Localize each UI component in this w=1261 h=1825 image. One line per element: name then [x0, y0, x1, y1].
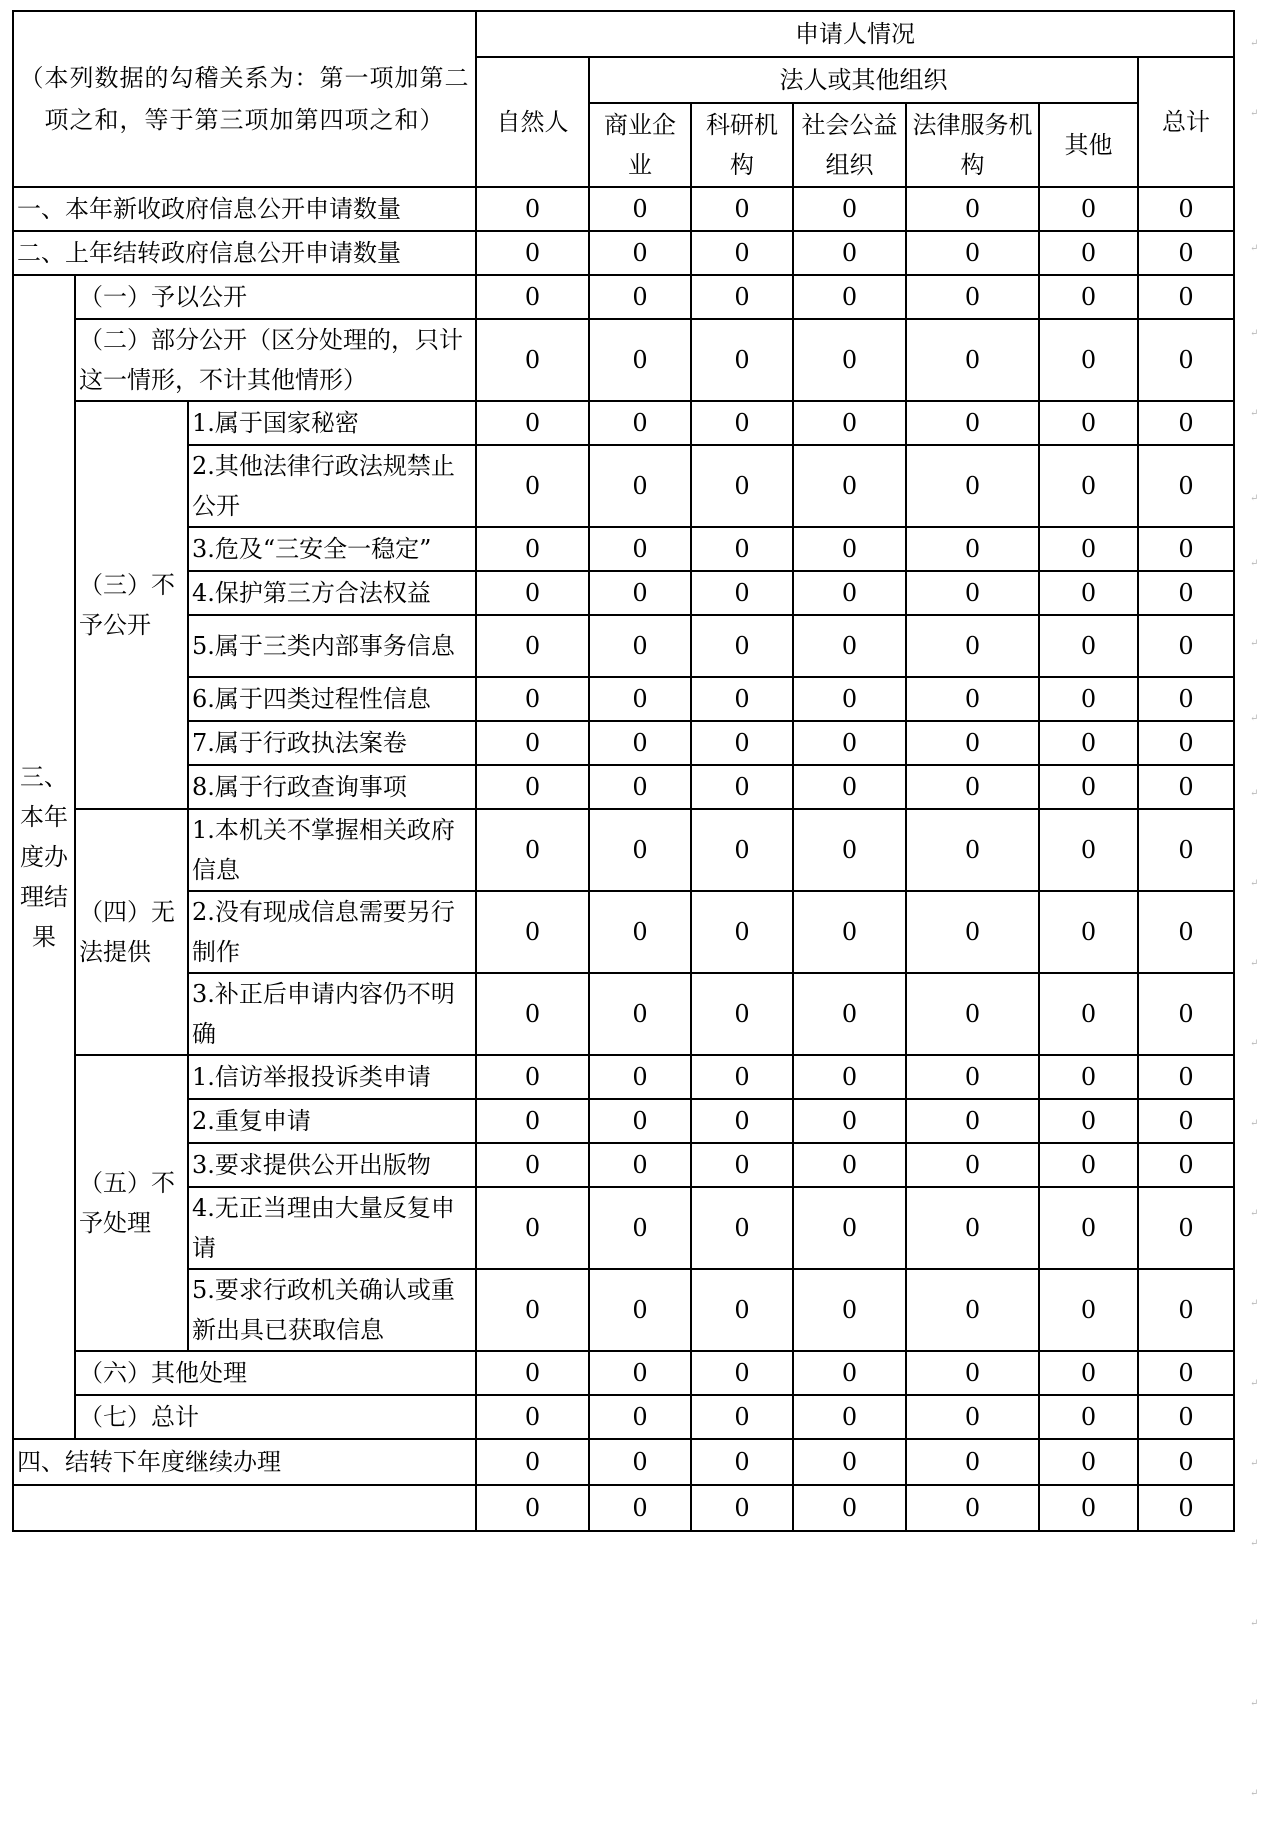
- edge-mark: ↵: [1250, 38, 1259, 49]
- group-label: （三）不予公开: [75, 401, 188, 809]
- value-cell: 0: [589, 1269, 691, 1351]
- value-cell: 0: [793, 1395, 906, 1439]
- value-cell: 0: [691, 527, 793, 571]
- value-cell: 0: [691, 1099, 793, 1143]
- value-cell: 0: [1039, 187, 1138, 231]
- value-cell: 0: [1138, 445, 1234, 527]
- value-cell: 0: [589, 677, 691, 721]
- value-cell: 0: [476, 1351, 589, 1395]
- edge-mark: ↵: [1250, 1118, 1259, 1129]
- value-cell: 0: [793, 1055, 906, 1099]
- row-label: 2.重复申请: [188, 1099, 476, 1143]
- value-cell: 0: [793, 891, 906, 973]
- sub-header: 其他: [1039, 103, 1138, 187]
- value-cell: 0: [589, 1485, 691, 1531]
- table-row: [13, 721, 1234, 765]
- value-cell: 0: [691, 275, 793, 319]
- value-cell: 0: [1039, 809, 1138, 891]
- value-cell: 0: [691, 319, 793, 401]
- value-cell: 0: [1138, 1187, 1234, 1269]
- value-cell: 0: [1138, 1439, 1234, 1485]
- edge-mark: ↵: [1250, 328, 1259, 339]
- edge-mark: ↵: [1250, 1538, 1259, 1549]
- value-cell: 0: [476, 1395, 589, 1439]
- row-label: 2.其他法律行政法规禁止公开: [188, 445, 476, 527]
- value-cell: 0: [589, 187, 691, 231]
- value-cell: 0: [1138, 187, 1234, 231]
- value-cell: 0: [793, 319, 906, 401]
- value-cell: 0: [589, 1187, 691, 1269]
- edge-mark: ↵: [1250, 878, 1259, 889]
- disclosure-table: [12, 10, 1235, 1532]
- table-row: [13, 571, 1234, 615]
- edge-mark: ↵: [1250, 638, 1259, 649]
- value-cell: 0: [476, 1187, 589, 1269]
- applicant-header: 申请人情况: [476, 11, 1234, 57]
- value-cell: 0: [793, 187, 906, 231]
- value-cell: 0: [589, 319, 691, 401]
- value-cell: 0: [476, 445, 589, 527]
- row-label: 4.无正当理由大量反复申请: [188, 1187, 476, 1269]
- row-label: 一、本年新收政府信息公开申请数量: [13, 187, 476, 231]
- page-edge-marks: [1250, 0, 1261, 1825]
- value-cell: 0: [1039, 615, 1138, 677]
- value-cell: 0: [589, 891, 691, 973]
- value-cell: 0: [476, 891, 589, 973]
- value-cell: 0: [906, 615, 1039, 677]
- value-cell: 0: [1039, 1269, 1138, 1351]
- value-cell: 0: [906, 677, 1039, 721]
- row-label: 8.属于行政查询事项: [188, 765, 476, 809]
- value-cell: 0: [906, 1099, 1039, 1143]
- value-cell: 0: [1039, 891, 1138, 973]
- row-label: 5.属于三类内部事务信息: [188, 615, 476, 677]
- value-cell: 0: [691, 1439, 793, 1485]
- value-cell: 0: [476, 319, 589, 401]
- table-row: [13, 809, 1234, 891]
- sub-header: 法律服务机构: [906, 103, 1039, 187]
- row-label: 1.属于国家秘密: [188, 401, 476, 445]
- note-header: （本列数据的勾稽关系为：第一项加第二项之和，等于第三项加第四项之和）: [13, 11, 476, 187]
- value-cell: 0: [476, 571, 589, 615]
- table-row: [13, 401, 1234, 445]
- edge-mark: ↵: [1250, 408, 1259, 419]
- table-row: [13, 1395, 1234, 1439]
- row-label: （七）总计: [75, 1395, 476, 1439]
- value-cell: 0: [589, 721, 691, 765]
- row-label: （六）其他处理: [75, 1351, 476, 1395]
- value-cell: 0: [906, 765, 1039, 809]
- table-row: [13, 1099, 1234, 1143]
- value-cell: 0: [476, 765, 589, 809]
- value-cell: 0: [906, 445, 1039, 527]
- value-cell: 0: [589, 765, 691, 809]
- value-cell: 0: [1039, 1099, 1138, 1143]
- value-cell: 0: [1138, 1099, 1234, 1143]
- value-cell: 0: [691, 809, 793, 891]
- value-cell: 0: [691, 445, 793, 527]
- edge-mark: ↵: [1250, 493, 1259, 504]
- value-cell: 0: [793, 1351, 906, 1395]
- table-row: [13, 187, 1234, 231]
- sub-header: 科研机构: [691, 103, 793, 187]
- table-row: [13, 1055, 1234, 1099]
- value-cell: 0: [906, 275, 1039, 319]
- value-cell: 0: [1138, 319, 1234, 401]
- value-cell: 0: [691, 1143, 793, 1187]
- value-cell: 0: [476, 1485, 589, 1531]
- value-cell: 0: [1039, 319, 1138, 401]
- value-cell: 0: [1039, 973, 1138, 1055]
- value-cell: 0: [691, 571, 793, 615]
- value-cell: 0: [476, 1439, 589, 1485]
- value-cell: 0: [906, 231, 1039, 275]
- value-cell: 0: [691, 1351, 793, 1395]
- value-cell: 0: [589, 1351, 691, 1395]
- value-cell: 0: [793, 1269, 906, 1351]
- value-cell: 0: [1138, 615, 1234, 677]
- value-cell: 0: [691, 1187, 793, 1269]
- value-cell: 0: [793, 721, 906, 765]
- value-cell: 0: [906, 187, 1039, 231]
- value-cell: 0: [793, 1187, 906, 1269]
- value-cell: 0: [793, 973, 906, 1055]
- table-row: [13, 1351, 1234, 1395]
- table-row: [13, 1485, 1234, 1531]
- value-cell: 0: [1138, 401, 1234, 445]
- value-cell: 0: [691, 231, 793, 275]
- value-cell: 0: [1039, 401, 1138, 445]
- edge-mark: ↵: [1250, 1298, 1259, 1309]
- value-cell: 0: [793, 677, 906, 721]
- table-row: [13, 231, 1234, 275]
- value-cell: 0: [1039, 571, 1138, 615]
- value-cell: 0: [906, 973, 1039, 1055]
- value-cell: 0: [589, 527, 691, 571]
- value-cell: 0: [1138, 973, 1234, 1055]
- value-cell: 0: [476, 1099, 589, 1143]
- value-cell: 0: [1039, 765, 1138, 809]
- value-cell: 0: [589, 1395, 691, 1439]
- value-cell: 0: [793, 401, 906, 445]
- table-row: [13, 11, 1234, 57]
- edge-mark: ↵: [1250, 108, 1259, 119]
- value-cell: 0: [1039, 1485, 1138, 1531]
- table-row: [13, 1143, 1234, 1187]
- value-cell: 0: [691, 973, 793, 1055]
- value-cell: 0: [1039, 231, 1138, 275]
- legal-group-header: 法人或其他组织: [589, 57, 1138, 103]
- value-cell: 0: [691, 677, 793, 721]
- row-label: 7.属于行政执法案卷: [188, 721, 476, 765]
- row-label: 3.要求提供公开出版物: [188, 1143, 476, 1187]
- value-cell: 0: [1138, 1055, 1234, 1099]
- sub-header: 社会公益组织: [793, 103, 906, 187]
- value-cell: 0: [1039, 1439, 1138, 1485]
- value-cell: 0: [906, 1351, 1039, 1395]
- value-cell: 0: [476, 275, 589, 319]
- value-cell: 0: [589, 1099, 691, 1143]
- edge-mark: ↵: [1250, 788, 1259, 799]
- value-cell: 0: [793, 1099, 906, 1143]
- group-label: （五）不予处理: [75, 1055, 188, 1351]
- value-cell: 0: [906, 571, 1039, 615]
- value-cell: 0: [1138, 721, 1234, 765]
- total-header: 总计: [1138, 57, 1234, 187]
- value-cell: 0: [476, 615, 589, 677]
- value-cell: 0: [691, 1485, 793, 1531]
- value-cell: 0: [476, 401, 589, 445]
- value-cell: 0: [1138, 891, 1234, 973]
- value-cell: 0: [691, 765, 793, 809]
- table-row: [13, 1439, 1234, 1485]
- row-label: 3.危及“三安全一稳定”: [188, 527, 476, 571]
- value-cell: 0: [691, 1395, 793, 1439]
- value-cell: 0: [1039, 1055, 1138, 1099]
- value-cell: 0: [589, 809, 691, 891]
- value-cell: 0: [906, 1395, 1039, 1439]
- edge-mark: ↵: [1250, 1208, 1259, 1219]
- table-row: [13, 973, 1234, 1055]
- value-cell: 0: [589, 1439, 691, 1485]
- value-cell: 0: [589, 1143, 691, 1187]
- value-cell: 0: [793, 1439, 906, 1485]
- edge-mark: ↵: [1250, 558, 1259, 569]
- value-cell: 0: [1039, 677, 1138, 721]
- value-cell: 0: [1138, 231, 1234, 275]
- table-row: [13, 1269, 1234, 1351]
- value-cell: 0: [793, 1485, 906, 1531]
- value-cell: 0: [476, 1055, 589, 1099]
- edge-mark: ↵: [1250, 1698, 1259, 1709]
- value-cell: 0: [1138, 765, 1234, 809]
- value-cell: 0: [793, 615, 906, 677]
- value-cell: 0: [906, 1187, 1039, 1269]
- value-cell: 0: [1138, 677, 1234, 721]
- table-row: [13, 615, 1234, 677]
- value-cell: 0: [1138, 1143, 1234, 1187]
- value-cell: 0: [906, 1439, 1039, 1485]
- value-cell: 0: [1039, 1187, 1138, 1269]
- group-label: （四）无法提供: [75, 809, 188, 1055]
- value-cell: 0: [793, 527, 906, 571]
- section3-label: 三、本年度办理结果: [13, 275, 75, 1439]
- row-label: [13, 1485, 476, 1531]
- row-label: 3.补正后申请内容仍不明确: [188, 973, 476, 1055]
- value-cell: 0: [691, 891, 793, 973]
- value-cell: 0: [691, 1269, 793, 1351]
- value-cell: 0: [1138, 571, 1234, 615]
- row-label: 2.没有现成信息需要另行制作: [188, 891, 476, 973]
- value-cell: 0: [1138, 1351, 1234, 1395]
- table-row: [13, 677, 1234, 721]
- value-cell: 0: [793, 445, 906, 527]
- value-cell: 0: [589, 1055, 691, 1099]
- value-cell: 0: [589, 445, 691, 527]
- row-label: 四、结转下年度继续办理: [13, 1439, 476, 1485]
- table-row: [13, 527, 1234, 571]
- value-cell: 0: [476, 231, 589, 275]
- value-cell: 0: [793, 765, 906, 809]
- value-cell: 0: [906, 1269, 1039, 1351]
- value-cell: 0: [589, 231, 691, 275]
- edge-mark: ↵: [1250, 1038, 1259, 1049]
- value-cell: 0: [1039, 527, 1138, 571]
- value-cell: 0: [1039, 1395, 1138, 1439]
- edge-mark: ↵: [1250, 1458, 1259, 1469]
- row-label: 1.本机关不掌握相关政府信息: [188, 809, 476, 891]
- value-cell: 0: [476, 721, 589, 765]
- value-cell: 0: [906, 1485, 1039, 1531]
- value-cell: 0: [1138, 809, 1234, 891]
- value-cell: 0: [589, 401, 691, 445]
- value-cell: 0: [476, 1269, 589, 1351]
- table-row: [13, 319, 1234, 401]
- row-label: 5.要求行政机关确认或重新出具已获取信息: [188, 1269, 476, 1351]
- value-cell: 0: [906, 721, 1039, 765]
- value-cell: 0: [476, 973, 589, 1055]
- value-cell: 0: [1138, 1269, 1234, 1351]
- value-cell: 0: [906, 1055, 1039, 1099]
- value-cell: 0: [476, 527, 589, 571]
- value-cell: 0: [589, 973, 691, 1055]
- value-cell: 0: [906, 319, 1039, 401]
- value-cell: 0: [691, 401, 793, 445]
- value-cell: 0: [1138, 527, 1234, 571]
- value-cell: 0: [476, 677, 589, 721]
- row-label: （二）部分公开（区分处理的，只计这一情形，不计其他情形）: [75, 319, 476, 401]
- row-label: （一）予以公开: [75, 275, 476, 319]
- table-row: [13, 275, 1234, 319]
- edge-mark: ↵: [1250, 1788, 1259, 1799]
- value-cell: 0: [589, 615, 691, 677]
- value-cell: 0: [1039, 1143, 1138, 1187]
- value-cell: 0: [691, 721, 793, 765]
- value-cell: 0: [1039, 1351, 1138, 1395]
- value-cell: 0: [476, 187, 589, 231]
- value-cell: 0: [1039, 445, 1138, 527]
- table-row: [13, 765, 1234, 809]
- natural-person-header: 自然人: [476, 57, 589, 187]
- value-cell: 0: [1138, 1485, 1234, 1531]
- value-cell: 0: [793, 275, 906, 319]
- value-cell: 0: [906, 809, 1039, 891]
- row-label: 4.保护第三方合法权益: [188, 571, 476, 615]
- edge-mark: ↵: [1250, 958, 1259, 969]
- value-cell: 0: [691, 1055, 793, 1099]
- value-cell: 0: [1039, 275, 1138, 319]
- value-cell: 0: [476, 1143, 589, 1187]
- table-row: [13, 1187, 1234, 1269]
- value-cell: 0: [906, 891, 1039, 973]
- value-cell: 0: [793, 1143, 906, 1187]
- table-row: [13, 891, 1234, 973]
- value-cell: 0: [691, 187, 793, 231]
- row-label: 1.信访举报投诉类申请: [188, 1055, 476, 1099]
- sub-header: 商业企业: [589, 103, 691, 187]
- value-cell: 0: [476, 809, 589, 891]
- row-label: 6.属于四类过程性信息: [188, 677, 476, 721]
- table-row: [13, 445, 1234, 527]
- row-label: 二、上年结转政府信息公开申请数量: [13, 231, 476, 275]
- value-cell: 0: [589, 571, 691, 615]
- value-cell: 0: [793, 809, 906, 891]
- value-cell: 0: [906, 527, 1039, 571]
- edge-mark: ↵: [1250, 243, 1259, 254]
- value-cell: 0: [793, 571, 906, 615]
- value-cell: 0: [1138, 1395, 1234, 1439]
- value-cell: 0: [691, 615, 793, 677]
- edge-mark: ↵: [1250, 713, 1259, 724]
- edge-mark: ↵: [1250, 1618, 1259, 1629]
- edge-mark: ↵: [1250, 1378, 1259, 1389]
- value-cell: 0: [589, 275, 691, 319]
- value-cell: 0: [906, 401, 1039, 445]
- value-cell: 0: [1039, 721, 1138, 765]
- value-cell: 0: [906, 1143, 1039, 1187]
- value-cell: 0: [793, 231, 906, 275]
- value-cell: 0: [1138, 275, 1234, 319]
